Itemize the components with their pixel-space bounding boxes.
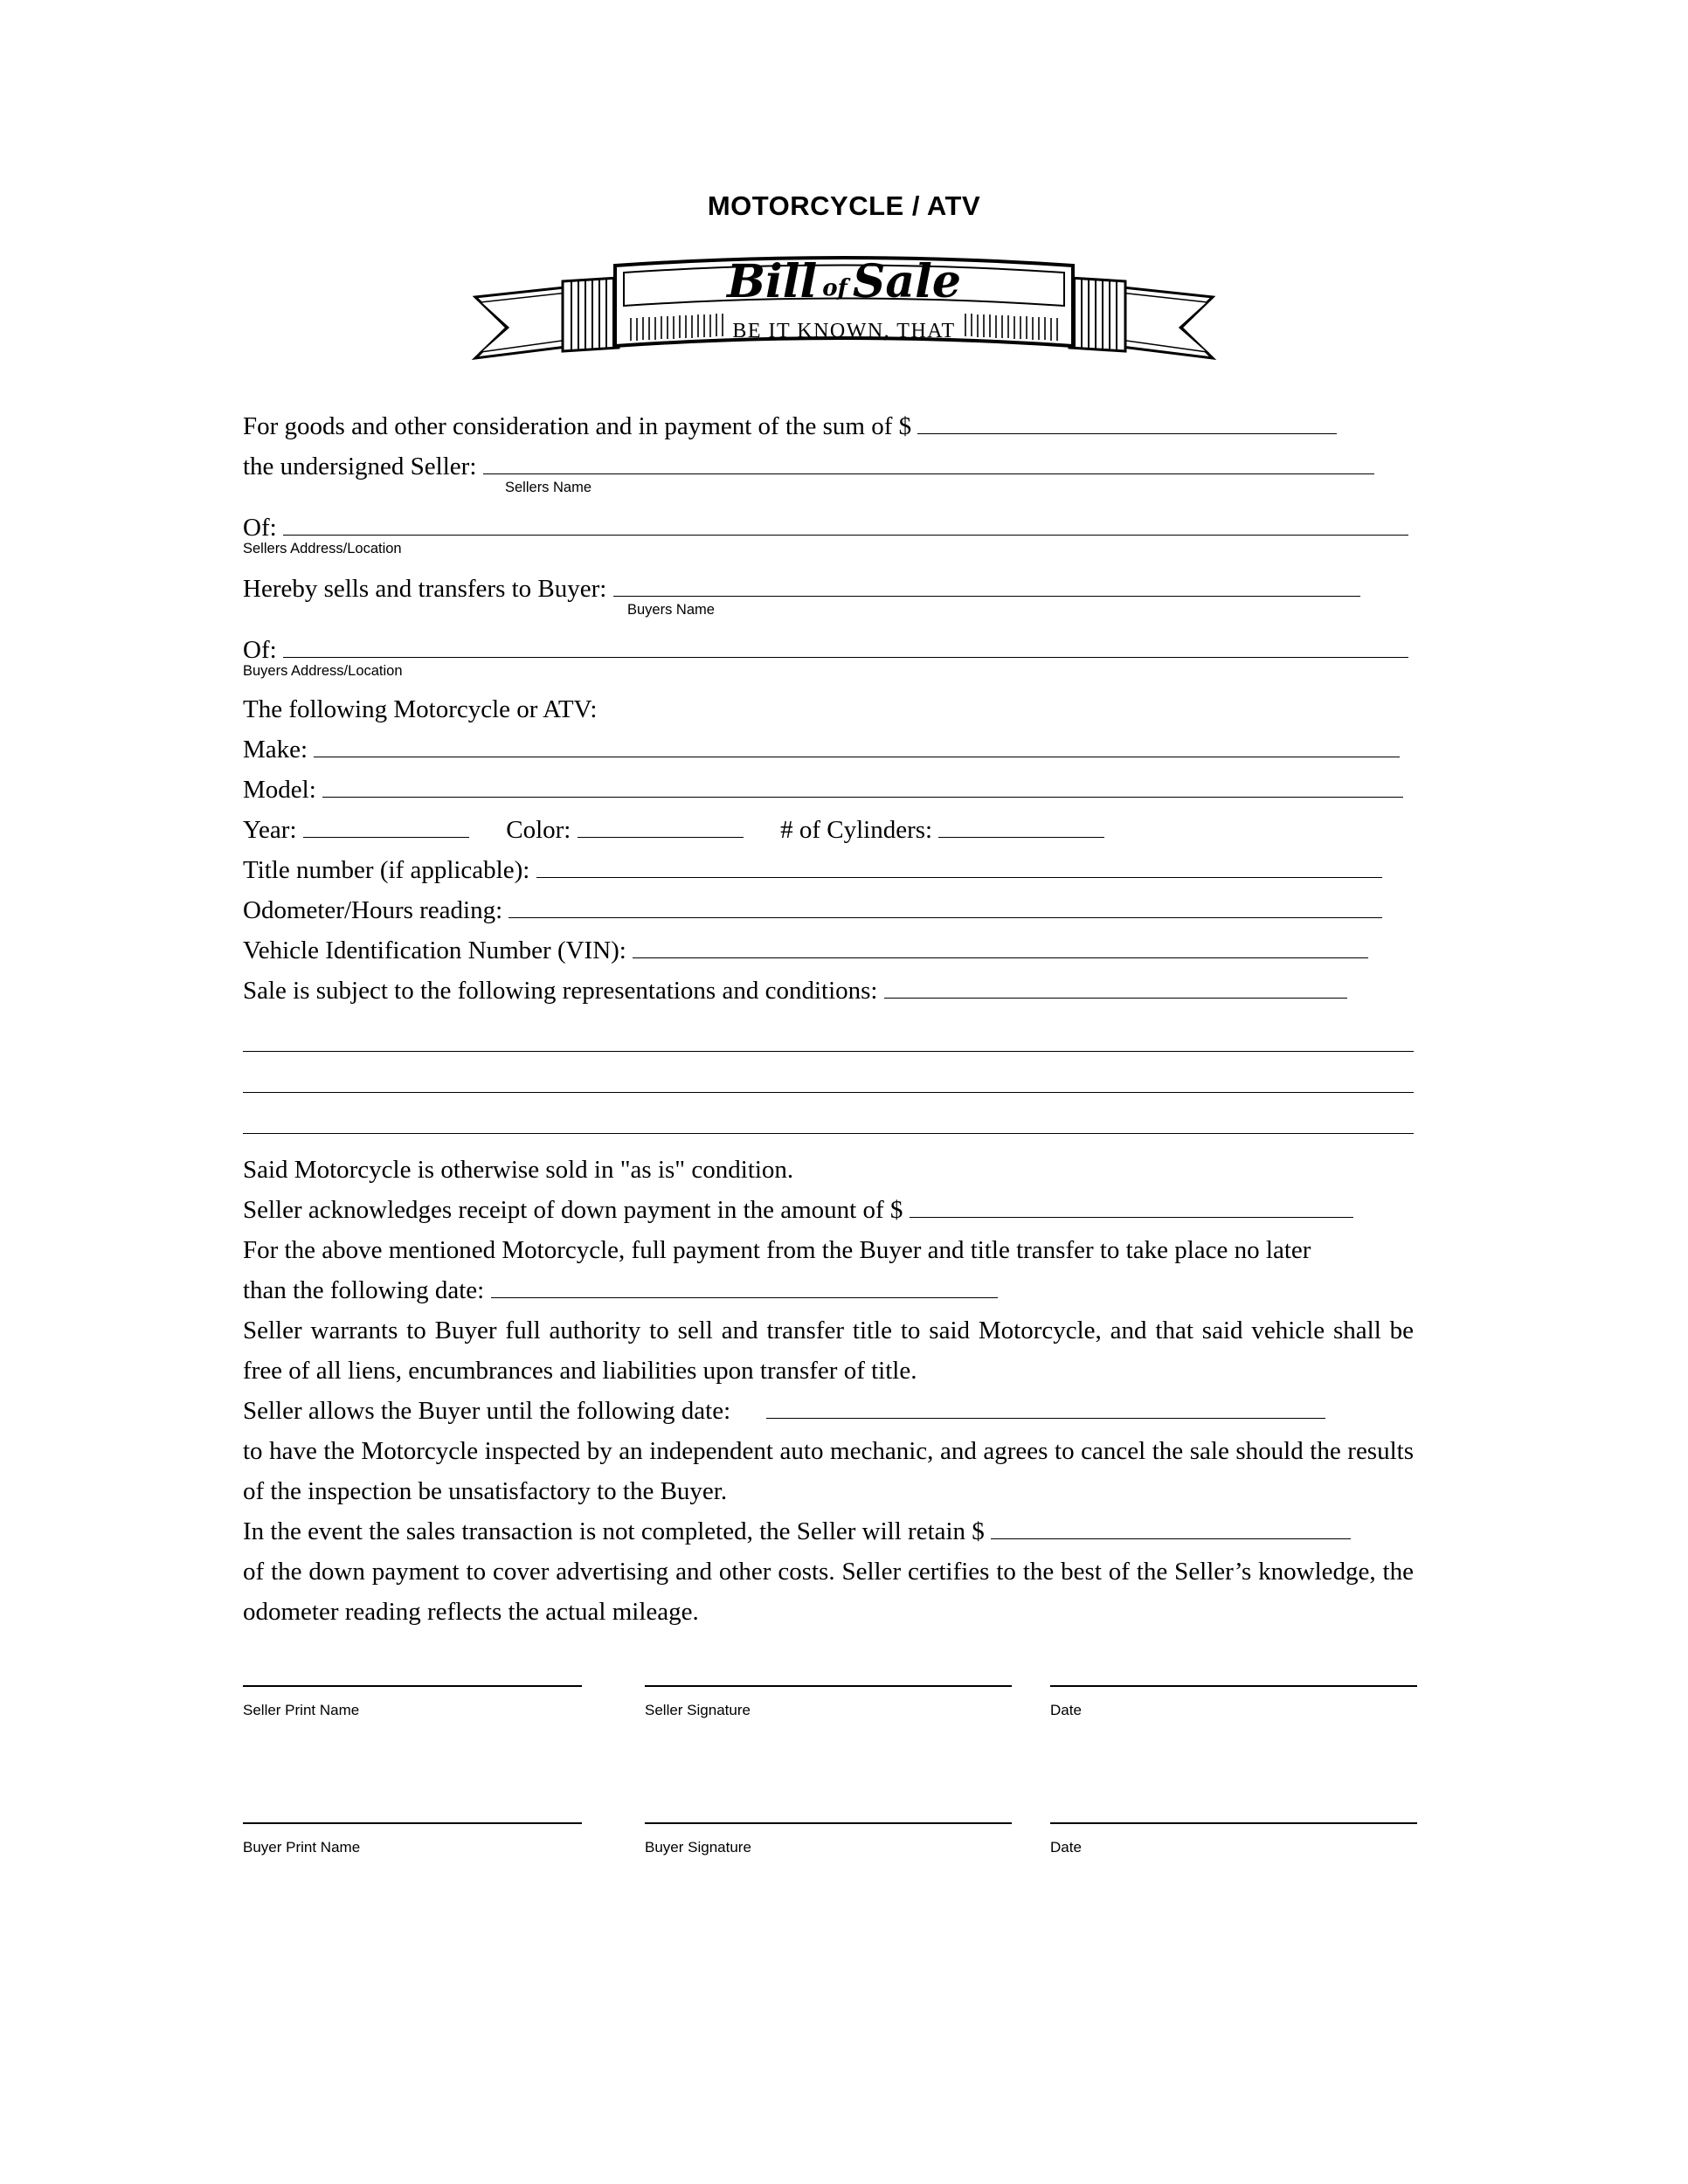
buyers-name-caption: Buyers Name [627,602,715,618]
color-field[interactable] [578,813,744,838]
buyer-signature-label: Buyer Signature [645,1839,751,1856]
line-down-payment [243,1190,1414,1230]
buyer-signature-line[interactable] [645,1821,1012,1824]
form-body [243,406,1414,1632]
conditions-field-1[interactable] [884,974,1347,999]
allows-until-label: Seller allows the Buyer until the following date: [243,1397,731,1425]
paragraph-warrants: Seller warrants to Buyer full authority to sell and transfer title to said Motorcycle, and that said vehicle shall be free of all liens, encumbrances and liabilities upon transfer of title. [243,1317,1414,1385]
model-field[interactable] [322,773,1403,798]
down-payment-label: Seller acknowledges receipt of down payment in the amount of $ [243,1196,903,1224]
make-label: Make: [243,736,308,764]
buyer-signature-row [243,1821,1431,1856]
odometer-field[interactable] [508,894,1382,918]
full-payment-text-1: For the above mentioned Motorcycle, full payment from the Buyer and title transfer to take place no later [243,1236,1311,1264]
buyer-date-label: Date [1050,1839,1082,1856]
seller-date-label: Date [1050,1702,1082,1718]
of-label-2: Of: [243,636,277,664]
line-retain [243,1511,1414,1552]
undersigned-seller-label: the undersigned Seller: [243,453,477,480]
seller-print-name-label: Seller Print Name [243,1702,360,1718]
conditions-field-4[interactable] [243,1108,1414,1134]
of-label-1: Of: [243,514,277,542]
buyer-date-line[interactable] [1050,1821,1417,1824]
retain-label: In the event the sales transaction is not completed, the Seller will retain $ [243,1517,985,1545]
seller-date-block [1050,1684,1417,1719]
color-label: Color: [506,816,571,844]
buyer-date-block [1050,1821,1417,1856]
banner-of-text: of [822,275,847,301]
year-label: Year: [243,816,297,844]
buyers-address-caption: Buyers Address/Location [243,663,403,679]
buyer-signature-block [645,1821,1012,1856]
buyer-print-name-line[interactable] [243,1821,582,1824]
model-label: Model: [243,776,316,804]
sum-field[interactable] [917,410,1337,434]
line-odometer [243,890,1414,930]
buyer-print-name-label: Buyer Print Name [243,1839,361,1856]
page-title: MOTORCYCLE / ATV [707,190,981,221]
buyer-address-field[interactable] [283,633,1408,658]
cylinders-label: # of Cylinders: [780,816,933,844]
make-field[interactable] [314,733,1400,757]
conditions-field-3[interactable] [243,1067,1414,1093]
banner-graphic [468,243,1220,374]
inspection-date-field[interactable] [766,1394,1325,1419]
banner-sale-text: Sale [852,255,961,308]
seller-print-name-line[interactable] [243,1684,582,1687]
bill-of-sale-banner [468,243,1220,374]
down-payment-field[interactable] [910,1193,1353,1218]
vin-label: Vehicle Identification Number (VIN): [243,936,626,964]
line-allows-until [243,1391,1414,1431]
following-vehicle-label: The following Motorcycle or ATV: [243,695,598,723]
line-title-number [243,850,1414,890]
line-following-vehicle [243,689,1414,729]
banner-subtitle-text: BE IT KNOWN, THAT [732,320,956,342]
line-consideration [243,406,1414,446]
cylinders-field[interactable] [938,813,1104,838]
seller-address-field[interactable] [283,511,1408,536]
line-full-payment-2 [243,1270,1414,1310]
buyer-print-name-block [243,1821,582,1856]
sellers-address-caption: Sellers Address/Location [243,541,402,556]
line-year-color-cylinders [243,810,1414,850]
conditions-label: Sale is subject to the following representations and conditions: [243,977,878,1005]
sells-transfers-label: Hereby sells and transfers to Buyer: [243,575,607,603]
year-field[interactable] [303,813,469,838]
consideration-label: For goods and other consideration and in payment of the sum of $ [243,412,912,440]
paragraph-closing: of the down payment to cover advertising and other costs. Seller certifies to the best of the Seller’s knowledge, the odometer reading reflects the actual mileage. [243,1558,1414,1626]
banner-bill-text: Bill [727,255,818,308]
line-vin [243,930,1414,971]
paragraph-inspection: to have the Motorcycle inspected by an independent auto mechanic, and agrees to cancel the sale should the results of the inspection be unsatisfactory to the Buyer. [243,1437,1414,1505]
full-payment-text-2: than the following date: [243,1276,485,1304]
seller-signature-block [645,1684,1012,1719]
line-as-is [243,1150,1414,1190]
line-full-payment-1 [243,1230,1414,1270]
seller-date-line[interactable] [1050,1684,1417,1687]
seller-name-field[interactable] [483,450,1374,474]
line-conditions [243,971,1414,1011]
line-model [243,770,1414,810]
seller-signature-line[interactable] [645,1684,1012,1687]
seller-print-name-block [243,1684,582,1719]
odometer-label: Odometer/Hours reading: [243,896,503,924]
retain-amount-field[interactable] [991,1515,1351,1539]
conditions-field-2[interactable] [243,1026,1414,1052]
sellers-name-caption: Sellers Name [505,480,592,495]
title-number-field[interactable] [536,854,1382,878]
title-number-label: Title number (if applicable): [243,856,530,884]
payment-date-field[interactable] [491,1274,998,1298]
vin-field[interactable] [633,934,1368,958]
seller-signature-row [243,1684,1431,1719]
buyer-name-field[interactable] [613,572,1360,597]
seller-signature-label: Seller Signature [645,1702,751,1718]
as-is-label: Said Motorcycle is otherwise sold in "as is" condition. [243,1156,794,1184]
line-make [243,729,1414,770]
